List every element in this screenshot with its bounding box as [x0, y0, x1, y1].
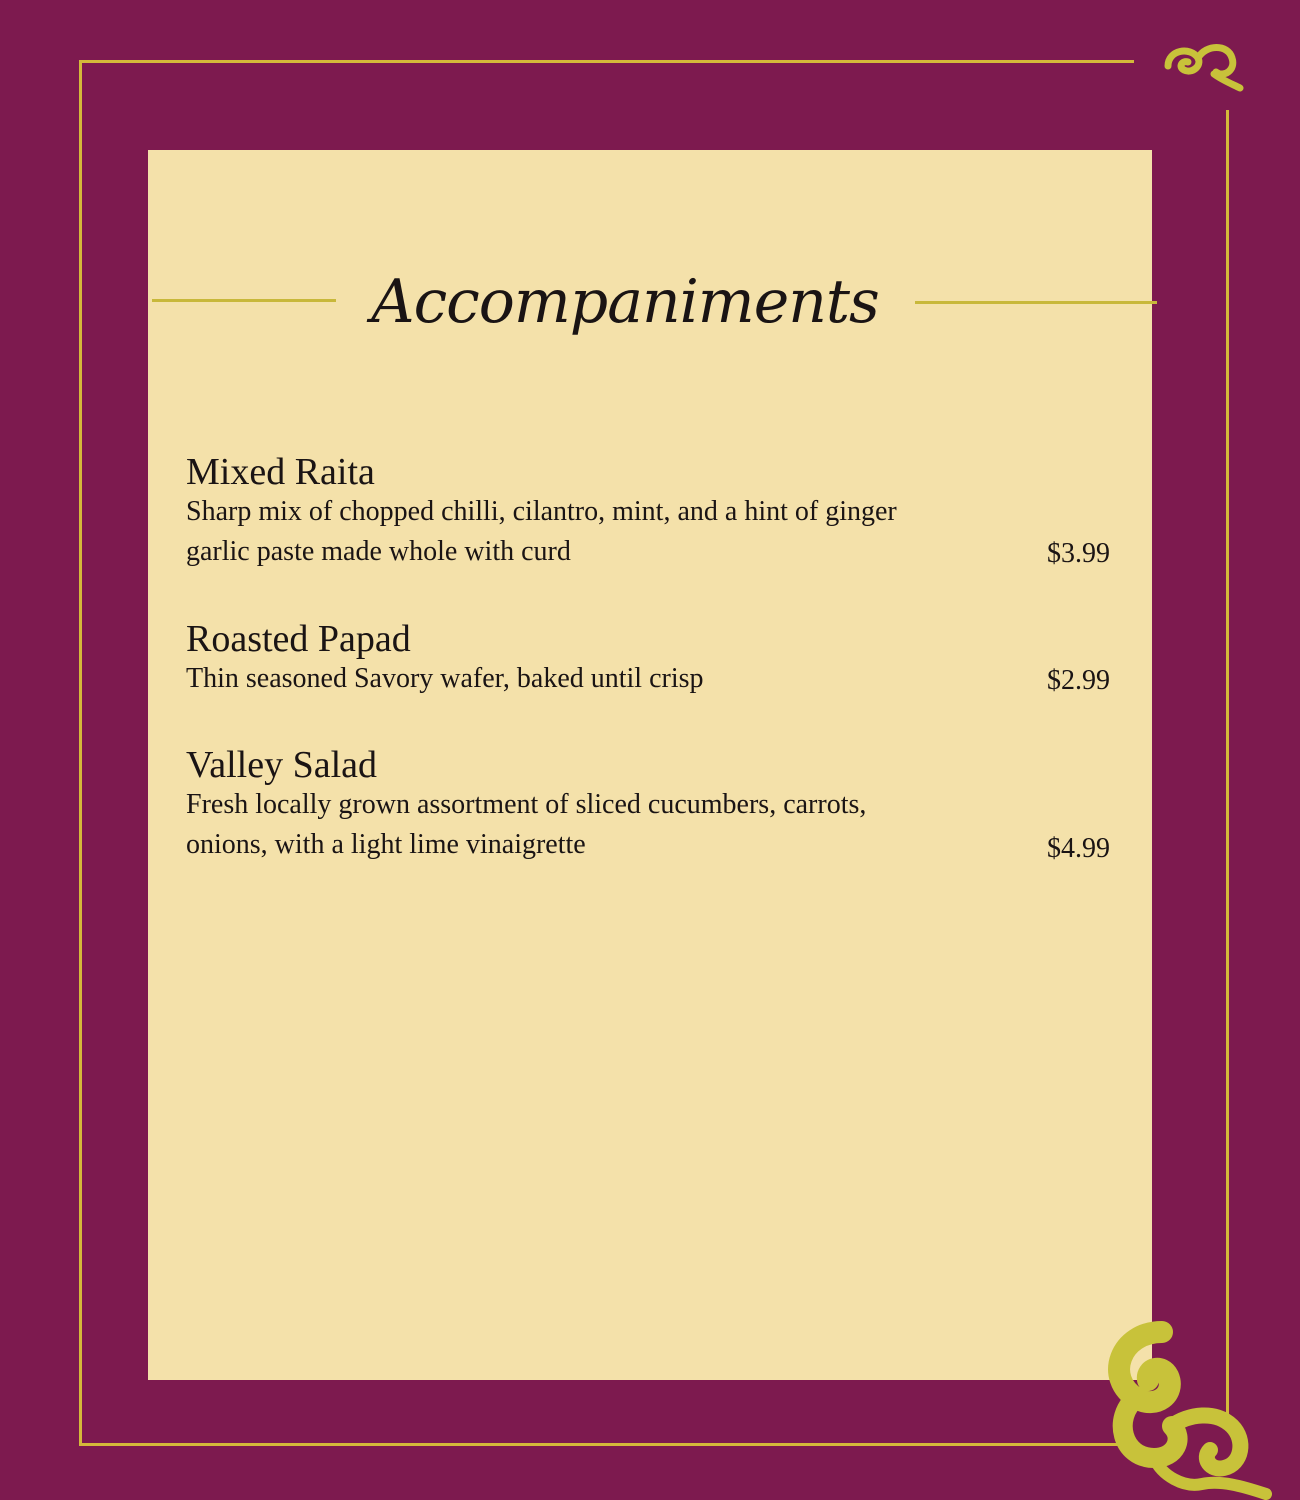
frame-line-right	[1226, 110, 1229, 1420]
menu-item-description: Fresh locally grown assortment of sliced cucumbers, carrots, onions, with a light lime vinaigrette	[186, 789, 867, 860]
frame-line-left	[79, 60, 82, 1446]
menu-item-price: $2.99	[1047, 665, 1110, 696]
menu-item-description: Sharp mix of chopped chilli, cilantro, mint, and a hint of ginger garlic paste made whole with curd	[186, 496, 897, 567]
title-rule-right	[915, 301, 1157, 304]
menu-item-description: Thin seasoned Savory wafer, baked until crisp	[186, 663, 704, 694]
title-rule-left	[152, 299, 336, 302]
menu-item	[186, 745, 1116, 865]
menu-section-title: Accompaniments	[371, 267, 879, 337]
flourish-top-icon	[1162, 40, 1244, 92]
menu-item	[186, 452, 1116, 572]
menu-item-name: Valley Salad	[186, 744, 378, 786]
frame-line-top	[79, 60, 1134, 63]
menu-item-name: Mixed Raita	[186, 451, 375, 493]
flourish-bottom-icon	[1092, 1318, 1272, 1500]
menu-item-name: Roasted Papad	[186, 618, 411, 660]
menu-item-price: $3.99	[1047, 538, 1110, 569]
frame-line-bottom	[79, 1443, 1136, 1446]
menu-item-price: $4.99	[1047, 833, 1110, 864]
menu-item	[186, 619, 1116, 699]
